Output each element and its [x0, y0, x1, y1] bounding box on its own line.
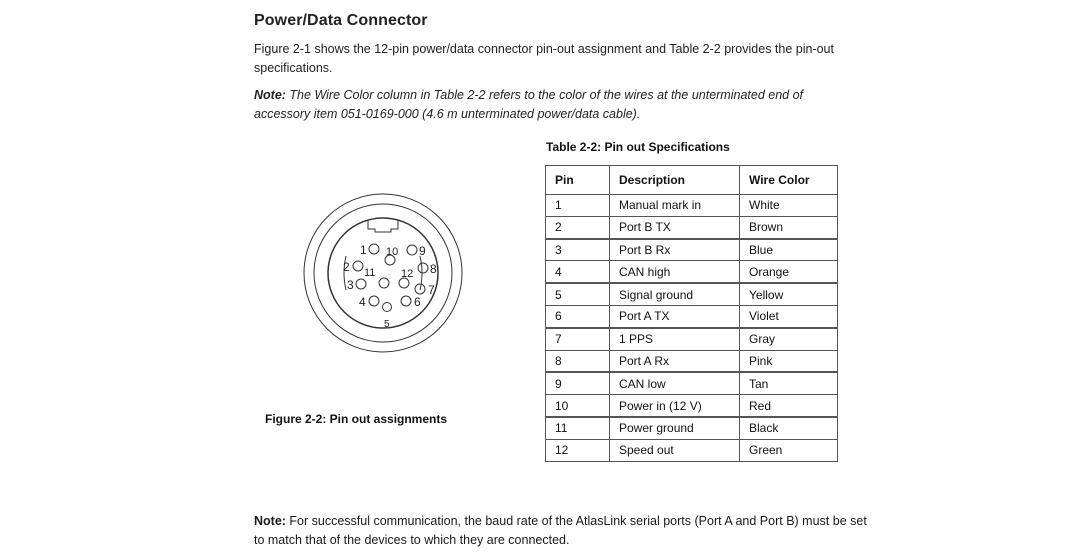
table-row	[546, 439, 838, 461]
pin-cell: 11	[546, 417, 610, 439]
wire-color-cell: Yellow	[740, 283, 838, 305]
header-wire-color: Wire Color	[740, 166, 838, 195]
pin-cell: 5	[546, 283, 610, 305]
pin-label-4: 4	[359, 295, 366, 309]
wire-color-cell: Black	[740, 417, 838, 439]
pin-11-hole	[379, 278, 389, 288]
pin-cell: 12	[546, 439, 610, 461]
pin-cell: 6	[546, 305, 610, 327]
figure-caption: Figure 2-2: Pin out assignments	[265, 412, 448, 426]
pin-2-hole	[353, 261, 363, 271]
pin-cell: 4	[546, 261, 610, 283]
pin-label-11: 11	[364, 267, 376, 279]
pin-cell: 10	[546, 395, 610, 417]
table-row	[546, 195, 838, 217]
baud-rate-note	[254, 512, 874, 550]
table-row	[546, 283, 838, 305]
header-pin: Pin	[546, 166, 610, 195]
pin-label-2: 2	[343, 260, 350, 274]
description-cell: CAN high	[610, 261, 740, 283]
pin-cell: 1	[546, 195, 610, 217]
section-title: Power/Data Connector	[254, 12, 428, 29]
pin-cell: 9	[546, 372, 610, 394]
table-caption: Table 2-2: Pin out Specifications	[546, 140, 730, 154]
wire-color-cell: Violet	[740, 305, 838, 327]
pin-label-7: 7	[428, 283, 435, 297]
pin-cell: 3	[546, 239, 610, 261]
pin-label-8: 8	[430, 262, 437, 276]
table-row	[546, 305, 838, 327]
pin-cell: 7	[546, 328, 610, 350]
table-row	[546, 350, 838, 372]
description-cell: Manual mark in	[610, 195, 740, 217]
description-cell: Power ground	[610, 417, 740, 439]
pin-cell: 8	[546, 350, 610, 372]
description-cell: CAN low	[610, 372, 740, 394]
table-header-row	[546, 166, 838, 195]
description-cell: 1 PPS	[610, 328, 740, 350]
description-cell: Port B Rx	[610, 239, 740, 261]
wire-color-cell: Blue	[740, 239, 838, 261]
pin-label-12: 12	[401, 268, 414, 280]
pin-label-3: 3	[347, 278, 354, 292]
description-cell: Port A TX	[610, 305, 740, 327]
connector-key	[368, 220, 398, 232]
pin-3-hole	[356, 279, 366, 289]
table-row	[546, 372, 838, 394]
footer-note-text: For successful communication, the baud rate of the AtlasLink serial ports (Port A and Port B) must be set to match that of the devices to which they are connected.	[254, 514, 867, 547]
wire-color-cell: White	[740, 195, 838, 217]
wire-color-cell: Red	[740, 395, 838, 417]
pin-label-9: 9	[419, 244, 426, 258]
table-row	[546, 417, 838, 439]
description-cell: Port A Rx	[610, 350, 740, 372]
pin-4-hole	[369, 296, 379, 306]
wire-color-cell: Brown	[740, 216, 838, 238]
wire-color-cell: Pink	[740, 350, 838, 372]
table-row	[546, 239, 838, 261]
wire-color-cell: Tan	[740, 372, 838, 394]
table-row	[546, 395, 838, 417]
pin-6-hole	[401, 296, 411, 306]
wire-color-cell: Gray	[740, 328, 838, 350]
table-row	[546, 261, 838, 283]
pin-label-5: 5	[384, 319, 390, 330]
pin-8-hole	[418, 263, 428, 273]
pin-cell: 2	[546, 216, 610, 238]
note-label: Note:	[254, 88, 286, 102]
wire-color-cell: Orange	[740, 261, 838, 283]
pin-1-hole	[369, 244, 379, 254]
pin-label-6: 6	[414, 295, 421, 309]
header-description: Description	[610, 166, 740, 195]
pin-label-10: 10	[386, 246, 399, 258]
description-cell: Power in (12 V)	[610, 395, 740, 417]
description-cell: Port B TX	[610, 216, 740, 238]
footer-note-label: Note:	[254, 514, 286, 528]
description-cell: Signal ground	[610, 283, 740, 305]
connector-diagram	[300, 180, 470, 400]
description-cell: Speed out	[610, 439, 740, 461]
pin-5-hole	[383, 303, 392, 312]
wire-color-note	[254, 86, 854, 124]
pin-label-1: 1	[360, 243, 367, 257]
pin-9-hole	[407, 245, 417, 255]
table-row	[546, 216, 838, 238]
pinout-table	[545, 165, 838, 462]
table-row	[546, 328, 838, 350]
intro-paragraph: Figure 2-1 shows the 12-pin power/data connector pin-out assignment and Table 2-2 provides the pin-out specifications.	[254, 42, 834, 75]
note-text: The Wire Color column in Table 2-2 refers to the color of the wires at the unterminated end of accessory item 051-0169-000 (4.6 m unterminated power/data cable).	[254, 88, 804, 121]
wire-color-cell: Green	[740, 439, 838, 461]
